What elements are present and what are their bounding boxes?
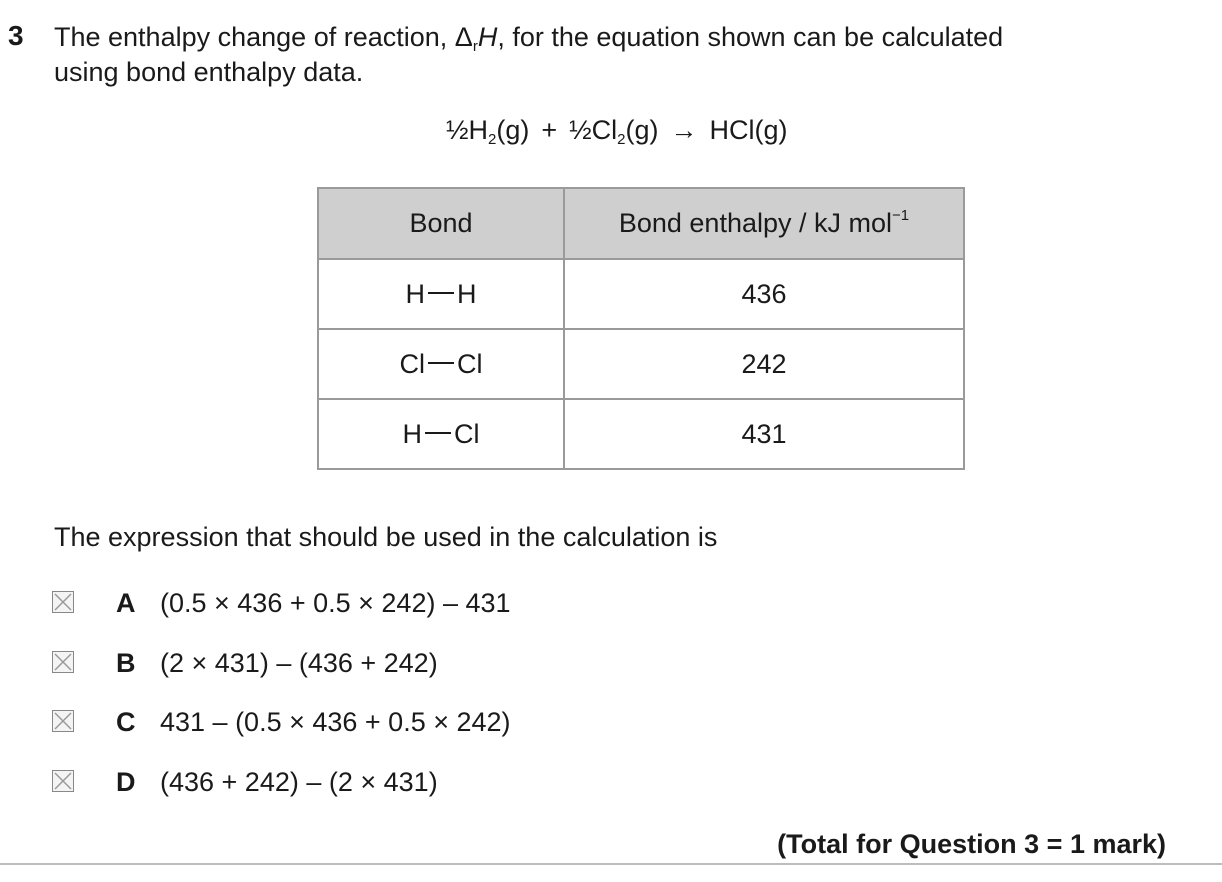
reaction-equation	[446, 115, 788, 146]
single-bond-line	[428, 292, 454, 294]
option-expression: (2 × 431) – (436 + 242)	[160, 648, 438, 678]
answer-checkbox-b[interactable]	[52, 651, 74, 673]
enthalpy-cell: 242	[564, 329, 964, 399]
table-row	[318, 259, 964, 329]
question-stem	[54, 20, 1154, 90]
table-header-row	[318, 188, 964, 259]
option-c	[52, 707, 752, 741]
reactant-2: $\frac{1}{2}Cl_2(g)$	[569, 115, 659, 148]
option-letter: D	[116, 767, 136, 797]
question-prompt: The expression that should be used in the calculation is	[54, 522, 718, 552]
bottom-divider	[0, 863, 1222, 865]
answer-checkbox-c[interactable]	[52, 710, 74, 732]
cross-box-icon	[53, 711, 73, 731]
cross-box-icon	[53, 652, 73, 672]
option-expression: (0.5 × 436 + 0.5 × 242) – 431	[160, 588, 511, 618]
bond-cell: Cl Cl	[318, 329, 564, 399]
option-letter: A	[116, 588, 136, 618]
option-expression: 431 – (0.5 × 436 + 0.5 × 242)	[160, 707, 511, 737]
single-bond-line	[425, 432, 451, 434]
cross-box-icon	[53, 592, 73, 612]
header-bond: Bond	[318, 188, 564, 259]
stem-text-1: The enthalpy change of reaction,	[54, 22, 455, 52]
enthalpy-cell: 436	[564, 259, 964, 329]
bond-cell: H H	[318, 259, 564, 329]
option-d	[52, 767, 752, 801]
plus-sign: +	[541, 115, 558, 145]
answer-checkbox-d[interactable]	[52, 770, 74, 792]
table-row	[318, 399, 964, 469]
bond-enthalpy-table	[317, 187, 965, 470]
stem-text-3: using bond enthalpy data.	[54, 57, 364, 87]
delta-subscript: r	[472, 38, 478, 55]
bond-cell: H Cl	[318, 399, 564, 469]
total-marks: (Total for Question 3 = 1 mark)	[777, 829, 1166, 859]
reactant-1: $\frac{1}{2}H_2(g)$	[446, 115, 530, 148]
option-letter: C	[116, 707, 136, 737]
question-number: 3	[8, 20, 24, 51]
option-expression: (436 + 242) – (2 × 431)	[160, 767, 438, 797]
enthalpy-cell: 431	[564, 399, 964, 469]
option-letter: B	[116, 648, 136, 678]
product: HCl(g)	[709, 115, 788, 145]
delta-symbol: Δ	[454, 22, 473, 52]
cross-box-icon	[53, 771, 73, 791]
option-b	[52, 648, 752, 682]
single-bond-line	[428, 362, 454, 364]
answer-checkbox-a[interactable]	[52, 591, 74, 613]
stem-text-2: , for the equation shown can be calculated	[497, 22, 1004, 52]
option-a	[52, 588, 752, 622]
table-row	[318, 329, 964, 399]
header-enthalpy: Bond enthalpy / kJ mol$^{-1}$	[564, 188, 964, 259]
reaction-arrow: →	[670, 115, 698, 145]
enthalpy-symbol: H	[477, 22, 498, 52]
